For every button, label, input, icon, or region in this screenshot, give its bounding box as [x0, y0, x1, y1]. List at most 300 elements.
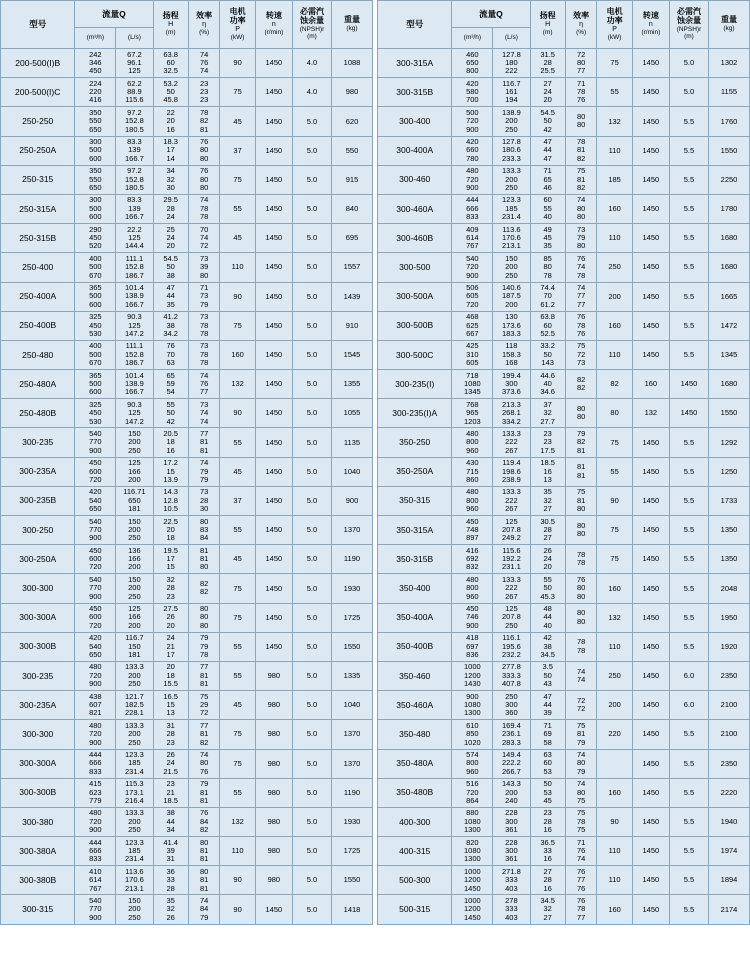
cell-model: 200-500(I)C	[1, 78, 75, 107]
cell-power: 55	[220, 194, 255, 223]
cell-flow-m3h-line: 420	[89, 487, 102, 497]
cell-flow-m3h	[452, 107, 493, 136]
cell-weight: 1725	[332, 603, 373, 632]
cell-efficiency-line: 78	[576, 816, 586, 826]
cell-efficiency-line: 80	[576, 504, 586, 514]
cell-flow-ls-line: 180.5	[125, 124, 144, 134]
cell-flow-m3h	[75, 632, 116, 661]
cell-efficiency-line: 71	[199, 283, 209, 292]
cell-flow-ls-line: 207.8	[502, 612, 521, 622]
cell-flow-m3h-line: 700	[466, 95, 479, 105]
cell-head-line: 16	[543, 854, 552, 864]
cell-power: 75	[597, 49, 632, 78]
cell-efficiency-line: 81	[199, 670, 209, 680]
cell-flow-m3h-line: 770	[89, 583, 102, 593]
cell-flow-ls	[116, 778, 153, 807]
cell-efficiency-line: 80	[199, 145, 209, 155]
cell-efficiency-line: 74	[576, 666, 586, 676]
cell-efficiency	[188, 282, 220, 311]
cell-flow-m3h-line: 540	[89, 895, 102, 905]
cell-flow-ls-line: 407.8	[502, 679, 521, 689]
cell-head	[530, 895, 565, 924]
cell-head-line: 74.4	[540, 283, 555, 292]
cell-efficiency-line: 81	[199, 854, 209, 864]
cell-head-line: 16	[166, 124, 175, 134]
cell-flow-ls	[116, 749, 153, 778]
cell-efficiency	[565, 428, 597, 457]
cell-flow-m3h	[75, 49, 116, 78]
cell-head-line: 60	[543, 195, 552, 205]
cell-flow-m3h	[452, 691, 493, 720]
cell-weight: 2100	[709, 691, 750, 720]
cell-efficiency-line: 80	[576, 591, 586, 601]
cell-speed: 1450	[255, 282, 292, 311]
table-row	[1, 78, 373, 107]
cell-head	[530, 340, 565, 369]
cell-power: 110	[597, 340, 632, 369]
cell-head-line: 32	[166, 904, 175, 914]
table-row	[378, 311, 750, 340]
cell-head-line: 44	[543, 700, 552, 710]
cell-flow-m3h	[452, 253, 493, 282]
cell-efficiency	[565, 253, 597, 282]
cell-head-line: 52.5	[540, 328, 555, 338]
cell-power: 160	[597, 895, 632, 924]
cell-npsh: 5.5	[669, 895, 708, 924]
cell-weight: 1370	[332, 516, 373, 545]
cell-power: 160	[597, 574, 632, 603]
cell-flow-m3h-line: 550	[89, 174, 102, 184]
cell-flow-m3h-line: 623	[89, 787, 102, 797]
cell-efficiency-line: 76	[576, 895, 586, 905]
cell-head-line: 20	[166, 620, 175, 630]
cell-flow-m3h-line: 365	[89, 283, 102, 292]
cell-efficiency-line: 74	[199, 895, 209, 905]
cell-flow-ls	[116, 603, 153, 632]
cell-head-line: 50	[166, 87, 175, 97]
cell-model: 300-500	[378, 253, 452, 282]
cell-power: 55	[220, 661, 255, 690]
cell-flow-ls-line: 169.4	[502, 720, 521, 730]
cell-flow-ls	[493, 749, 530, 778]
cell-flow-ls-line: 250	[128, 912, 141, 922]
cell-efficiency-line: 81	[199, 445, 209, 455]
cell-head-line: 26	[166, 912, 175, 922]
cell-efficiency-line: 76	[576, 866, 586, 876]
cell-flow-ls-line: 152.8	[125, 349, 144, 359]
cell-head	[153, 311, 188, 340]
cell-model: 300-315	[1, 895, 75, 924]
cell-flow-m3h-line: 430	[466, 458, 479, 468]
cell-npsh: 5.0	[292, 136, 331, 165]
cell-flow-m3h-line: 500	[89, 378, 102, 388]
cell-head-line: 43	[543, 679, 552, 689]
cell-speed: 1450	[632, 632, 669, 661]
cell-flow-ls-line: 115.6	[502, 545, 521, 555]
cell-model: 500-315	[378, 895, 452, 924]
col-header-flow-m3h: (m³/h)	[75, 28, 116, 49]
cell-head-line: 18	[166, 437, 175, 447]
cell-flow-m3h-line: 420	[466, 78, 479, 88]
cell-speed: 980	[255, 661, 292, 690]
cell-efficiency-line: 75	[576, 720, 586, 730]
cell-flow-m3h-line: 540	[89, 574, 102, 584]
cell-flow-ls	[116, 632, 153, 661]
cell-efficiency-line: 74	[199, 408, 209, 418]
cell-power: 75	[220, 78, 255, 107]
cell-flow-m3h-line: 864	[466, 795, 479, 805]
cell-efficiency-line: 75	[576, 795, 586, 805]
cell-efficiency-line: 78	[199, 320, 209, 330]
cell-efficiency-line: 70	[199, 224, 209, 234]
cell-efficiency	[565, 165, 597, 194]
cell-efficiency	[565, 603, 597, 632]
table-row	[1, 370, 373, 399]
cell-flow-m3h	[75, 399, 116, 428]
cell-flow-m3h-line: 833	[466, 212, 479, 222]
cell-flow-m3h-line: 650	[89, 124, 102, 134]
cell-model: 350-460A	[378, 691, 452, 720]
cell-speed: 1450	[632, 78, 669, 107]
cell-npsh: 6.0	[669, 691, 708, 720]
cell-efficiency	[565, 311, 597, 340]
cell-power: 75	[597, 428, 632, 457]
cell-efficiency-line: 77	[576, 291, 586, 301]
cell-power: 160	[597, 194, 632, 223]
cell-flow-ls-line: 200	[505, 262, 518, 272]
cell-head-line: 27	[543, 78, 552, 88]
cell-npsh: 6.0	[669, 661, 708, 690]
cell-flow-ls-line: 138.9	[502, 107, 521, 117]
cell-flow-ls-line: 277.8	[502, 662, 521, 672]
cell-head-line: 32	[543, 495, 552, 505]
cell-flow-m3h-line: 450	[466, 604, 479, 614]
cell-efficiency-line: 79	[199, 299, 209, 309]
cell-flow-m3h-line: 800	[466, 437, 479, 447]
cell-flow-ls-line: 115.6	[125, 95, 144, 105]
cell-efficiency-line: 78	[199, 212, 209, 222]
cell-power: 90	[220, 399, 255, 428]
cell-efficiency	[565, 720, 597, 749]
cell-head-line: 55	[543, 574, 552, 584]
cell-model: 250-315B	[1, 224, 75, 253]
cell-flow-ls-line: 222	[505, 437, 518, 447]
cell-efficiency	[565, 224, 597, 253]
cell-efficiency-line: 73	[199, 291, 209, 301]
cell-head-line: 24	[166, 758, 175, 768]
cell-head-line: 23	[543, 428, 552, 438]
cell-head-line: 23	[166, 779, 175, 789]
cell-head	[530, 720, 565, 749]
cell-head	[153, 866, 188, 895]
cell-flow-ls-line: 111.1	[125, 253, 144, 263]
cell-efficiency-line: 78	[576, 645, 586, 655]
cell-efficiency-line: 76	[199, 57, 209, 67]
cell-flow-ls-line: 125	[128, 320, 141, 330]
cell-efficiency	[188, 311, 220, 340]
cell-flow-m3h-line: 600	[89, 212, 102, 222]
cell-npsh: 5.5	[669, 866, 708, 895]
cell-flow-ls-line: 125	[128, 408, 141, 418]
cell-flow-ls-line: 213.1	[502, 241, 521, 251]
cell-power: 45	[220, 457, 255, 486]
table-body-left	[1, 49, 373, 925]
cell-flow-ls	[493, 282, 530, 311]
cell-flow-ls-line: 116.7	[125, 633, 144, 643]
cell-flow-ls-line: 222	[505, 583, 518, 593]
cell-flow-m3h-line: 779	[89, 795, 102, 805]
table-row	[378, 661, 750, 690]
cell-flow-ls	[116, 194, 153, 223]
cell-flow-ls-line: 333.3	[502, 670, 521, 680]
cell-flow-ls-line: 183.3	[502, 328, 521, 338]
cell-head-line: 13.9	[163, 474, 178, 484]
cell-speed: 1450	[255, 78, 292, 107]
cell-model: 250-480A	[1, 370, 75, 399]
cell-npsh: 5.0	[292, 486, 331, 515]
cell-flow-m3h-line: 1000	[464, 662, 481, 672]
cell-efficiency	[188, 516, 220, 545]
cell-power: 160	[597, 311, 632, 340]
cell-flow-m3h	[452, 895, 493, 924]
cell-flow-m3h-line: 715	[466, 466, 479, 476]
cell-flow-ls-line: 133.3	[502, 487, 521, 497]
cell-flow-ls-line: 180	[505, 57, 518, 67]
cell-head-line: 71	[543, 720, 552, 730]
cell-npsh: 5.5	[669, 749, 708, 778]
cell-flow-ls	[493, 895, 530, 924]
cell-flow-m3h-line: 836	[466, 650, 479, 660]
cell-npsh: 5.0	[292, 224, 331, 253]
cell-efficiency-line: 76	[199, 808, 209, 818]
cell-head	[153, 837, 188, 866]
cell-flow-m3h-line: 346	[89, 57, 102, 67]
cell-power: 55	[220, 516, 255, 545]
cell-power: 160	[220, 340, 255, 369]
cell-efficiency-line: 81	[576, 174, 586, 184]
cell-flow-m3h	[75, 136, 116, 165]
cell-flow-m3h-line: 900	[466, 691, 479, 701]
cell-model: 250-315	[1, 165, 75, 194]
cell-efficiency-line: 82	[199, 587, 209, 597]
cell-flow-m3h-line: 900	[89, 679, 102, 689]
cell-flow-ls-line: 133.3	[125, 808, 144, 818]
cell-flow-m3h-line: 960	[466, 591, 479, 601]
cell-power: 55	[220, 632, 255, 661]
cell-npsh: 5.5	[669, 194, 708, 223]
cell-speed: 1450	[632, 603, 669, 632]
cell-efficiency-line: 81	[199, 124, 209, 134]
cell-model: 350-250	[378, 428, 452, 457]
col-header-efficiency: 效率 η (%)	[188, 1, 220, 49]
cell-head-line: 16	[166, 445, 175, 455]
cell-flow-m3h-line: 540	[466, 253, 479, 263]
cell-flow-ls-line: 216.4	[125, 795, 144, 805]
cell-weight: 1135	[332, 428, 373, 457]
cell-flow-m3h-line: 1200	[464, 670, 481, 680]
cell-head	[530, 866, 565, 895]
cell-efficiency-line: 82	[199, 737, 209, 747]
cell-head-line: 33	[543, 845, 552, 855]
cell-efficiency-line: 79	[199, 633, 209, 643]
cell-efficiency-line: 78	[576, 549, 586, 559]
cell-weight: 1665	[709, 282, 750, 311]
cell-flow-m3h-line: 530	[89, 328, 102, 338]
cell-speed: 1450	[632, 516, 669, 545]
cell-efficiency-line: 82	[199, 825, 209, 835]
cell-power: 75	[220, 720, 255, 749]
cell-efficiency	[188, 78, 220, 107]
cell-flow-ls-line: 194	[505, 95, 518, 105]
cell-efficiency-line: 74	[576, 262, 586, 272]
cell-head-line: 15.5	[163, 679, 178, 689]
cell-efficiency-line: 80	[199, 270, 209, 280]
cell-npsh: 5.5	[669, 311, 708, 340]
cell-efficiency-line: 80	[199, 620, 209, 630]
cell-flow-m3h-line: 1450	[464, 912, 481, 922]
cell-head-line: 53.2	[163, 78, 178, 88]
cell-model: 250-480	[1, 340, 75, 369]
cell-flow-ls-line: 147.2	[125, 416, 144, 426]
cell-flow-ls	[493, 253, 530, 282]
cell-flow-ls-line: 250	[128, 679, 141, 689]
cell-head-line: 39	[543, 708, 552, 718]
cell-efficiency-line: 81	[199, 545, 209, 555]
cell-speed: 1450	[255, 224, 292, 253]
cell-flow-ls-line: 250	[128, 533, 141, 543]
cell-flow-ls-line: 150	[128, 895, 141, 905]
table-row	[378, 691, 750, 720]
cell-efficiency-line: 81	[199, 845, 209, 855]
cell-npsh: 5.5	[669, 428, 708, 457]
cell-efficiency-line: 82	[199, 579, 209, 589]
cell-model: 350-480A	[378, 749, 452, 778]
cell-head-line: 39	[166, 845, 175, 855]
cell-speed: 1450	[255, 165, 292, 194]
cell-weight: 1370	[332, 749, 373, 778]
cell-flow-ls-line: 170.6	[502, 233, 521, 243]
col-header-model: 型号	[1, 1, 75, 49]
cell-flow-ls	[116, 311, 153, 340]
cell-flow-ls-line: 213.3	[502, 399, 521, 409]
cell-npsh: 5.5	[669, 603, 708, 632]
cell-flow-m3h-line: 660	[466, 145, 479, 155]
cell-efficiency	[188, 545, 220, 574]
cell-flow-m3h-line: 1200	[464, 875, 481, 885]
cell-head-line: 76	[166, 341, 175, 351]
cell-npsh: 5.0	[292, 866, 331, 895]
cell-flow-m3h-line: 365	[89, 370, 102, 380]
cell-power: 90	[220, 895, 255, 924]
cell-flow-m3h-line: 820	[466, 837, 479, 847]
cell-efficiency	[188, 107, 220, 136]
cell-efficiency-line: 75	[576, 808, 586, 818]
cell-model: 250-250	[1, 107, 75, 136]
cell-flow-m3h	[75, 486, 116, 515]
cell-efficiency-line: 29	[199, 700, 209, 710]
cell-speed: 1450	[255, 895, 292, 924]
cell-flow-m3h-line: 667	[466, 328, 479, 338]
cell-flow-ls-line: 267	[505, 445, 518, 455]
cell-npsh: 4.0	[292, 78, 331, 107]
cell-flow-m3h-line: 670	[89, 358, 102, 368]
cell-efficiency	[188, 807, 220, 836]
cell-flow-m3h-line: 480	[89, 808, 102, 818]
cell-npsh: 5.5	[669, 486, 708, 515]
cell-head-line: 29.5	[163, 195, 178, 205]
cell-head-line: 50	[543, 670, 552, 680]
cell-npsh: 5.0	[292, 720, 331, 749]
cell-model: 300-250A	[1, 545, 75, 574]
cell-efficiency-line: 72	[199, 708, 209, 718]
cell-head-line: 18	[166, 533, 175, 543]
cell-power	[597, 749, 632, 778]
cell-npsh: 5.0	[669, 49, 708, 78]
cell-flow-m3h	[452, 457, 493, 486]
cell-speed: 1450	[255, 107, 292, 136]
cell-efficiency-line: 73	[576, 224, 586, 234]
cell-head-line: 18.5	[540, 458, 555, 468]
cell-head-line: 12.8	[163, 495, 178, 505]
cell-weight: 1550	[709, 136, 750, 165]
cell-flow-ls-line: 267	[505, 591, 518, 601]
cell-flow-m3h	[75, 866, 116, 895]
cell-flow-ls-line: 150	[128, 574, 141, 584]
cell-flow-m3h	[452, 866, 493, 895]
col-header-model: 型号	[378, 1, 452, 49]
cell-efficiency	[188, 720, 220, 749]
cell-head	[530, 691, 565, 720]
cell-npsh: 5.5	[669, 778, 708, 807]
cell-flow-m3h-line: 650	[89, 504, 102, 514]
cell-head-line: 50	[543, 349, 552, 359]
cell-flow-ls	[116, 661, 153, 690]
cell-flow-ls	[116, 486, 153, 515]
col-header-efficiency: 效率 η (%)	[565, 1, 597, 49]
cell-flow-m3h-line: 438	[89, 691, 102, 701]
cell-model: 200-500(I)B	[1, 49, 75, 78]
cell-efficiency-line: 75	[576, 487, 586, 497]
cell-efficiency-line: 71	[576, 78, 586, 88]
cell-speed: 1450	[255, 136, 292, 165]
cell-flow-ls	[493, 340, 530, 369]
cell-head-line: 42	[543, 124, 552, 134]
cell-flow-ls-line: 125	[128, 233, 141, 243]
cell-efficiency	[565, 778, 597, 807]
cell-head-line: 70	[543, 291, 552, 301]
cell-npsh: 5.0	[292, 603, 331, 632]
cell-head-line: 50	[166, 262, 175, 272]
cell-power: 45	[220, 224, 255, 253]
cell-flow-m3h-line: 415	[89, 779, 102, 789]
cell-flow-ls-line: 123.3	[502, 195, 521, 205]
cell-head-line: 18.3	[163, 137, 178, 147]
cell-flow-m3h-line: 900	[89, 591, 102, 601]
cell-flow-ls-line: 168	[505, 358, 518, 368]
cell-head-line: 47	[543, 137, 552, 147]
cell-npsh: 5.5	[669, 720, 708, 749]
cell-efficiency-line: 84	[199, 904, 209, 914]
cell-head-line: 44	[166, 816, 175, 826]
cell-head	[153, 457, 188, 486]
cell-head-line: 23	[166, 591, 175, 601]
cell-flow-m3h-line: 220	[89, 87, 102, 97]
cell-model: 350-315	[378, 486, 452, 515]
cell-npsh: 5.0	[292, 632, 331, 661]
cell-flow-ls-line: 116.7	[502, 78, 521, 88]
cell-power: 250	[597, 253, 632, 282]
cell-flow-ls-line: 250	[128, 445, 141, 455]
